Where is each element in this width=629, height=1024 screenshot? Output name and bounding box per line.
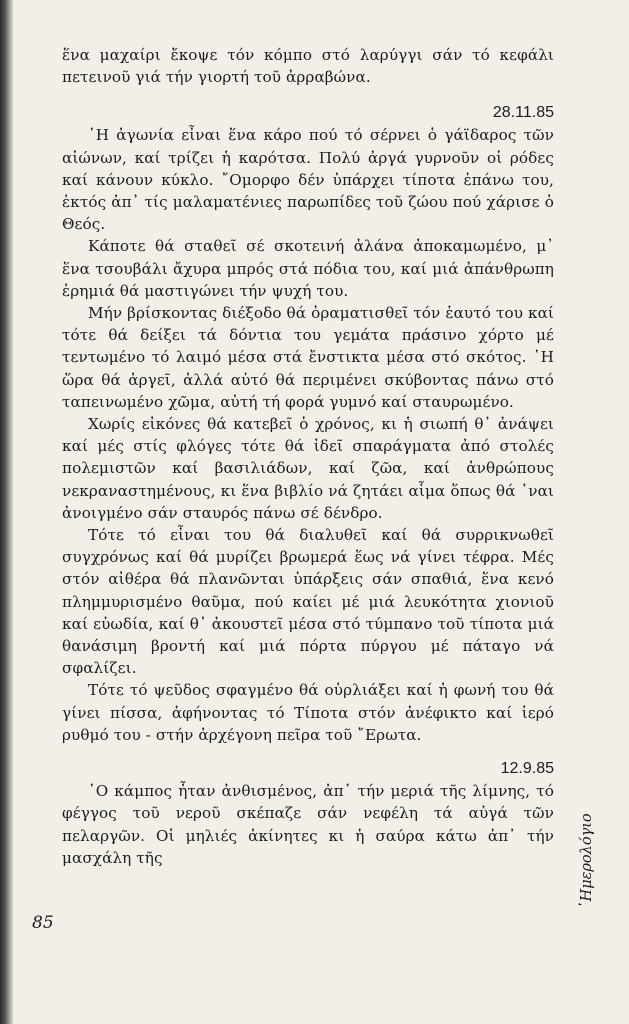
book-spine-edge — [0, 0, 14, 1024]
paragraph: ῾Η ἀγωνία εἶναι ἕνα κάρο πού τό σέρνει ὁ γάϊδαρος τῶν αἰώνων, καί τρίζει ἡ καρότσα. Πολύ ἀργά γυρνοῦν οἱ ρόδες καί κάνουν κύκλο. ῎Ομορφο δέν ὑπάρχει τίποτα ἐπάνω του, ἐκτός ἀπ᾽ τίς μαλαματένιες παρωπίδες τοῦ ζώου πού χάρισε ὁ Θεός. — [62, 126, 554, 234]
paragraph: ἕνα μαχαίρι ἔκοψε τόν κόμπο στό λαρύγγι σάν τό κεφάλι πετεινοῦ γιά τήν γιορτή τοῦ ἀρραβώνα. — [62, 46, 554, 87]
paragraph: Μήν βρίσκοντας διέξοδο θά ὁραματισθεῖ τόν ἑαυτό του καί τότε θά δείξει τά δόντια του γεμάτα πράσινο χόρτο μέ τεντωμένο τό λαιμό μέσα στά ἔνστικτα μέσα στό σκότος. ῾Η ὥρα θά ἀργεῖ, ἀλλά αὐτό θά περιμένει σκύβοντας πάνω στό ταπεινωμένο χῶμα, αὐτή τή φορά γυμνό καί σταυρωμένο. — [62, 304, 554, 411]
paragraph: Χωρίς εἰκόνες θά κατεβεῖ ὁ χρόνος, κι ἡ σιωπή θ᾽ ἀνάψει καί μές στίς φλόγες τότε θά ἰδεῖ σπαράγματα ἀπό στολές πολεμιστῶν καί βασιλιάδων, καί ζῶα, καί ἀνθρώπους νεκραναστημένους, κι ἕνα βιβλίο νά ζητάει αἷμα ὅπως θά ᾽ναι ἀνοιγμένο σάν σταυρός πάνω σέ δένδρο. — [62, 415, 554, 522]
paragraph: Κάποτε θά σταθεῖ σέ σκοτεινή ἀλάνα ἀποκαμωμένο, μ᾽ ἕνα τσουβάλι ἄχυρα μπρός στά πόδια του, καί μιά ἀπάνθρωπη ἐρημιά θά μαστιγώνει τήν ψυχή του. — [62, 237, 554, 300]
page-body — [62, 44, 554, 869]
page-number: 85 — [32, 913, 54, 933]
entry-date: 12.9.85 — [500, 760, 554, 778]
entry-date: 28.11.85 — [492, 104, 554, 122]
running-head: ῾Ημερολόγιο — [579, 813, 595, 909]
paragraph: Τότε τό εἶναι του θά διαλυθεῖ καί θά συρρικνωθεῖ συγχρόνως καί θά μυρίζει βρωμερά ἕως νά γίνει τέφρα. Μές στόν αἰθέρα θά πλανῶνται ὑπάρξεις σάν σπαθιά, ἕνα κενό πλημμυρισμένο θαῦμα, πού καίει μέ μιά λευκότητα χιονιοῦ καί εὐωδία, καί θ᾽ ἀκουστεῖ μέσα στό τύμπανο τοῦ τίποτα μιά θανάσιμη βροντή καί μιά πόρτα πύργου μέ πάταγο νά σφαλίζει. — [62, 526, 554, 678]
paragraph: Τότε τό ψεῦδος σφαγμένο θά οὐρλιάξει καί ἡ φωνή του θά γίνει πίσσα, ἀφήνοντας τό Τίποτα στόν ἀνέφικτο καί ἱερό ρυθμό του - στήν ἀρχέγονη πεῖρα τοῦ ῎Ερωτα. — [62, 681, 554, 744]
paragraph: ῾Ο κάμπος ἦταν ἀνθισμένος, ἀπ᾽ τήν μεριά τῆς λίμνης, τό φέγγος τοῦ νεροῦ σκέπαζε σάν νεφέλη τά αὐγά τῶν πελαργῶν. Οἱ μηλιές ἀκίνητες κι ἡ σαύρα κάτω ἀπ᾽ τήν μασχάλη τῆς — [62, 782, 554, 867]
